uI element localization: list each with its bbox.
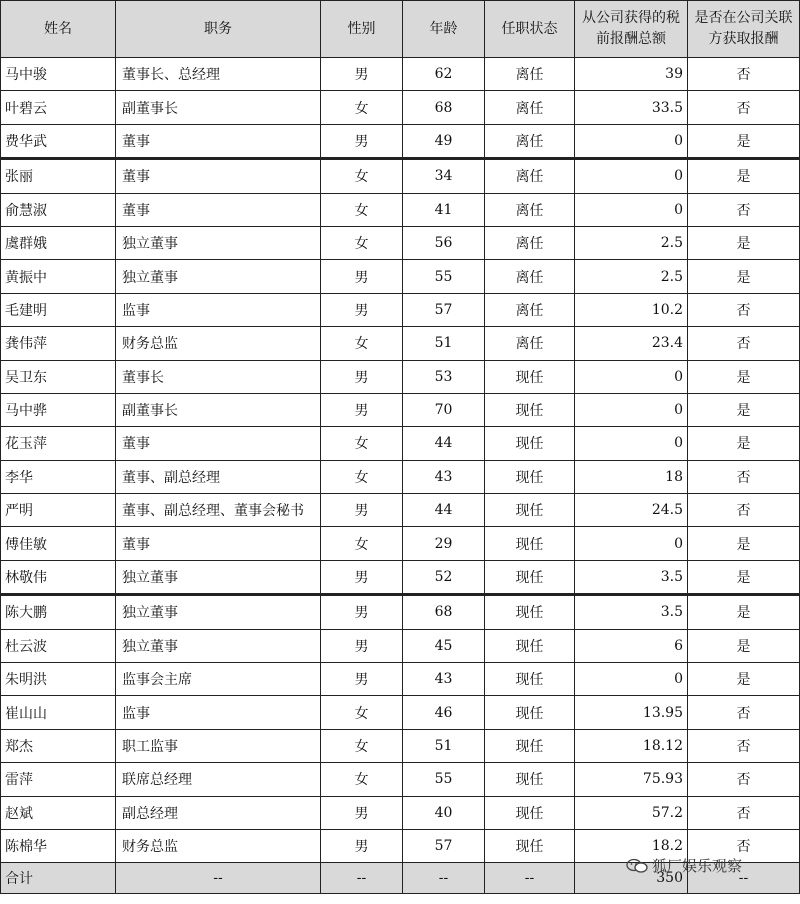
- cell-age: 56: [403, 226, 485, 259]
- cell-pay: 18.2: [575, 829, 688, 862]
- cell-age: 34: [403, 159, 485, 193]
- cell-position: 独立董事: [116, 260, 321, 293]
- cell-age: 41: [403, 193, 485, 226]
- cell-position: 财务总监: [116, 327, 321, 360]
- watermark: [626, 855, 742, 876]
- cell-age: 45: [403, 629, 485, 662]
- cell-position: 董事、副总经理、董事会秘书: [116, 494, 321, 527]
- cell-position: 独立董事: [116, 629, 321, 662]
- cell-name: 郑杰: [1, 729, 116, 762]
- cell-status: 现任: [485, 393, 575, 426]
- cell-related: 否: [688, 829, 800, 862]
- cell-pay: 0: [575, 159, 688, 193]
- cell-status: 现任: [485, 763, 575, 796]
- cell-age: 57: [403, 829, 485, 862]
- table-row: [1, 696, 800, 729]
- total-position: --: [116, 863, 321, 894]
- cell-age: 44: [403, 494, 485, 527]
- cell-name: 俞慧淑: [1, 193, 116, 226]
- cell-name: 毛建明: [1, 293, 116, 326]
- table-row: [1, 293, 800, 326]
- cell-status: 离任: [485, 58, 575, 91]
- cell-related: 是: [688, 527, 800, 560]
- table-row: [1, 763, 800, 796]
- cell-position: 董事: [116, 427, 321, 460]
- cell-pay: 57.2: [575, 796, 688, 829]
- cell-position: 副总经理: [116, 796, 321, 829]
- cell-gender: 男: [321, 595, 403, 629]
- cell-related: 否: [688, 58, 800, 91]
- cell-pay: 3.5: [575, 560, 688, 594]
- cell-status: 离任: [485, 159, 575, 193]
- cell-status: 现任: [485, 494, 575, 527]
- table-row: [1, 193, 800, 226]
- cell-name: 雷萍: [1, 763, 116, 796]
- cell-position: 董事长、总经理: [116, 58, 321, 91]
- cell-name: 费华武: [1, 124, 116, 158]
- cell-name: 陈大鹏: [1, 595, 116, 629]
- cell-related: 是: [688, 663, 800, 696]
- cell-gender: 女: [321, 427, 403, 460]
- header-status: 任职状态: [485, 1, 575, 58]
- cell-status: 现任: [485, 427, 575, 460]
- cell-name: 林敬伟: [1, 560, 116, 594]
- cell-gender: 男: [321, 293, 403, 326]
- table-row: [1, 729, 800, 762]
- cell-age: 55: [403, 763, 485, 796]
- cell-age: 68: [403, 595, 485, 629]
- cell-status: 现任: [485, 629, 575, 662]
- cell-gender: 女: [321, 763, 403, 796]
- cell-position: 独立董事: [116, 560, 321, 594]
- cell-related: 否: [688, 91, 800, 124]
- cell-pay: 33.5: [575, 91, 688, 124]
- cell-gender: 男: [321, 360, 403, 393]
- cell-gender: 女: [321, 226, 403, 259]
- cell-related: 否: [688, 494, 800, 527]
- cell-pay: 0: [575, 193, 688, 226]
- cell-position: 董事、副总经理: [116, 460, 321, 493]
- table-row: [1, 427, 800, 460]
- cell-status: 离任: [485, 91, 575, 124]
- table-row: [1, 527, 800, 560]
- cell-age: 53: [403, 360, 485, 393]
- cell-status: 现任: [485, 560, 575, 594]
- cell-gender: 女: [321, 527, 403, 560]
- cell-position: 董事: [116, 124, 321, 158]
- table-row: [1, 260, 800, 293]
- cell-name: 马中骏: [1, 58, 116, 91]
- cell-position: 董事: [116, 527, 321, 560]
- total-status: --: [485, 863, 575, 894]
- header-name: 姓名: [1, 1, 116, 58]
- cell-gender: 女: [321, 460, 403, 493]
- cell-position: 监事: [116, 696, 321, 729]
- cell-status: 现任: [485, 527, 575, 560]
- cell-status: 现任: [485, 360, 575, 393]
- cell-name: 赵斌: [1, 796, 116, 829]
- cell-pay: 10.2: [575, 293, 688, 326]
- cell-related: 是: [688, 226, 800, 259]
- cell-pay: 0: [575, 427, 688, 460]
- cell-related: 是: [688, 560, 800, 594]
- header-pay: 从公司获得的税前报酬总额: [575, 1, 688, 58]
- cell-status: 离任: [485, 260, 575, 293]
- cell-status: 现任: [485, 796, 575, 829]
- cell-position: 监事: [116, 293, 321, 326]
- cell-name: 叶碧云: [1, 91, 116, 124]
- cell-pay: 0: [575, 663, 688, 696]
- header-age: 年龄: [403, 1, 485, 58]
- cell-status: 现任: [485, 696, 575, 729]
- cell-related: 是: [688, 595, 800, 629]
- cell-name: 吴卫东: [1, 360, 116, 393]
- cell-age: 70: [403, 393, 485, 426]
- cell-gender: 男: [321, 796, 403, 829]
- cell-related: 否: [688, 763, 800, 796]
- cell-position: 董事长: [116, 360, 321, 393]
- cell-gender: 男: [321, 58, 403, 91]
- cell-status: 离任: [485, 124, 575, 158]
- total-pay: 350: [575, 863, 688, 894]
- cell-gender: 女: [321, 327, 403, 360]
- cell-related: 否: [688, 193, 800, 226]
- cell-pay: 3.5: [575, 595, 688, 629]
- table-row: [1, 629, 800, 662]
- cell-gender: 女: [321, 729, 403, 762]
- cell-pay: 2.5: [575, 226, 688, 259]
- cell-status: 现任: [485, 595, 575, 629]
- table-row: [1, 595, 800, 629]
- cell-gender: 女: [321, 193, 403, 226]
- cell-age: 55: [403, 260, 485, 293]
- cell-position: 副董事长: [116, 393, 321, 426]
- cell-position: 联席总经理: [116, 763, 321, 796]
- cell-age: 51: [403, 729, 485, 762]
- table-row: [1, 393, 800, 426]
- cell-pay: 18.12: [575, 729, 688, 762]
- cell-name: 傅佳敏: [1, 527, 116, 560]
- header-gender: 性别: [321, 1, 403, 58]
- cell-name: 虞群娥: [1, 226, 116, 259]
- cell-related: 是: [688, 124, 800, 158]
- cell-name: 陈棉华: [1, 829, 116, 862]
- cell-pay: 0: [575, 124, 688, 158]
- cell-gender: 男: [321, 663, 403, 696]
- cell-position: 职工监事: [116, 729, 321, 762]
- cell-pay: 24.5: [575, 494, 688, 527]
- total-age: --: [403, 863, 485, 894]
- cell-pay: 0: [575, 527, 688, 560]
- cell-related: 是: [688, 260, 800, 293]
- cell-status: 离任: [485, 293, 575, 326]
- cell-gender: 男: [321, 393, 403, 426]
- cell-gender: 男: [321, 629, 403, 662]
- table-row: [1, 226, 800, 259]
- table-row: [1, 124, 800, 158]
- table-row: [1, 91, 800, 124]
- cell-name: 朱明洪: [1, 663, 116, 696]
- cell-name: 马中骅: [1, 393, 116, 426]
- total-gender: --: [321, 863, 403, 894]
- cell-age: 52: [403, 560, 485, 594]
- watermark-text: 狐厂娱乐观察: [652, 857, 743, 875]
- table-row: [1, 58, 800, 91]
- table-row: [1, 159, 800, 193]
- cell-name: 黄振中: [1, 260, 116, 293]
- total-label: 合计: [1, 863, 116, 894]
- cell-position: 董事: [116, 193, 321, 226]
- cell-age: 51: [403, 327, 485, 360]
- cell-status: 现任: [485, 829, 575, 862]
- cell-age: 62: [403, 58, 485, 91]
- cell-age: 46: [403, 696, 485, 729]
- cell-related: 是: [688, 427, 800, 460]
- cell-status: 离任: [485, 327, 575, 360]
- table-row: [1, 663, 800, 696]
- cell-status: 现任: [485, 460, 575, 493]
- table-row: [1, 460, 800, 493]
- cell-name: 崔山山: [1, 696, 116, 729]
- cell-pay: 23.4: [575, 327, 688, 360]
- cell-position: 独立董事: [116, 595, 321, 629]
- cell-related: 是: [688, 629, 800, 662]
- cell-related: 否: [688, 327, 800, 360]
- cell-gender: 女: [321, 696, 403, 729]
- cell-age: 43: [403, 663, 485, 696]
- cell-status: 离任: [485, 193, 575, 226]
- cell-name: 花玉萍: [1, 427, 116, 460]
- cell-age: 44: [403, 427, 485, 460]
- cell-age: 57: [403, 293, 485, 326]
- cell-position: 财务总监: [116, 829, 321, 862]
- cell-name: 杜云波: [1, 629, 116, 662]
- cell-related: 否: [688, 293, 800, 326]
- cell-age: 29: [403, 527, 485, 560]
- cell-name: 龚伟萍: [1, 327, 116, 360]
- table-row: [1, 494, 800, 527]
- cell-pay: 6: [575, 629, 688, 662]
- header-position: 职务: [116, 1, 321, 58]
- cell-pay: 0: [575, 360, 688, 393]
- cell-gender: 男: [321, 560, 403, 594]
- cell-related: 否: [688, 696, 800, 729]
- cell-status: 现任: [485, 729, 575, 762]
- cell-pay: 18: [575, 460, 688, 493]
- cell-related: 是: [688, 393, 800, 426]
- cell-related: 否: [688, 796, 800, 829]
- cell-pay: 0: [575, 393, 688, 426]
- total-related: --: [688, 863, 800, 894]
- cell-age: 49: [403, 124, 485, 158]
- header-related: 是否在公司关联方获取报酬: [688, 1, 800, 58]
- table-row: [1, 327, 800, 360]
- cell-status: 离任: [485, 226, 575, 259]
- cell-age: 68: [403, 91, 485, 124]
- table-row: [1, 560, 800, 594]
- cell-gender: 女: [321, 91, 403, 124]
- cell-pay: 13.95: [575, 696, 688, 729]
- cell-position: 独立董事: [116, 226, 321, 259]
- cell-position: 监事会主席: [116, 663, 321, 696]
- chat-bubbles-icon: [626, 858, 648, 874]
- cell-position: 董事: [116, 159, 321, 193]
- cell-age: 43: [403, 460, 485, 493]
- header-row: [1, 1, 800, 58]
- cell-name: 张丽: [1, 159, 116, 193]
- cell-position: 副董事长: [116, 91, 321, 124]
- cell-age: 40: [403, 796, 485, 829]
- table-row: [1, 796, 800, 829]
- cell-name: 严明: [1, 494, 116, 527]
- cell-gender: 男: [321, 494, 403, 527]
- cell-gender: 男: [321, 260, 403, 293]
- cell-related: 否: [688, 729, 800, 762]
- cell-related: 是: [688, 159, 800, 193]
- table-row: [1, 360, 800, 393]
- cell-pay: 75.93: [575, 763, 688, 796]
- cell-name: 李华: [1, 460, 116, 493]
- cell-gender: 女: [321, 159, 403, 193]
- cell-pay: 2.5: [575, 260, 688, 293]
- cell-related: 否: [688, 460, 800, 493]
- cell-related: 是: [688, 360, 800, 393]
- cell-pay: 39: [575, 58, 688, 91]
- cell-gender: 男: [321, 829, 403, 862]
- cell-status: 现任: [485, 663, 575, 696]
- cell-gender: 男: [321, 124, 403, 158]
